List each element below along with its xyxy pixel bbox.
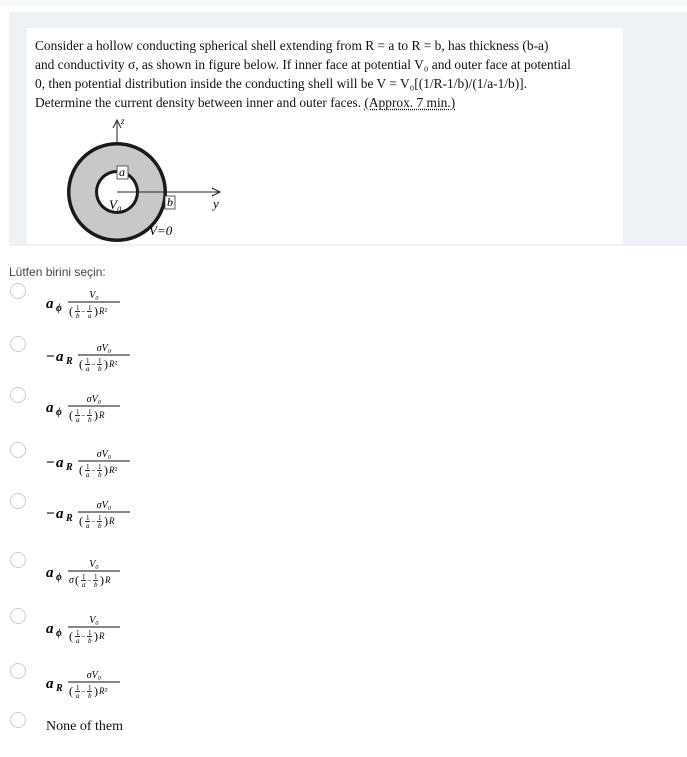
option-formula xyxy=(46,442,156,486)
formula-unit-vector: a xyxy=(46,565,54,581)
label-a: a xyxy=(119,165,125,179)
formula-numerator: σV₀ xyxy=(96,500,112,511)
formula-unit-vector: a xyxy=(46,676,54,692)
formula-numerator: V₀ xyxy=(89,615,99,626)
z-axis-label: z xyxy=(121,116,125,126)
formula-radius-power: R² xyxy=(109,465,118,475)
formula-small-letter: b xyxy=(98,471,102,479)
formula-small-one: 1 xyxy=(88,408,92,416)
formula-paren-open: ( xyxy=(69,629,73,643)
option-formula xyxy=(46,387,156,431)
formula-small-one: 1 xyxy=(76,304,80,312)
formula-paren-open: ( xyxy=(69,408,73,422)
answer-option[interactable] xyxy=(0,552,687,598)
formula-small-one: 1 xyxy=(88,629,92,637)
formula-paren-close: ) xyxy=(100,573,104,587)
formula-small-one: 1 xyxy=(86,357,90,365)
formula-minus: − xyxy=(87,576,92,585)
formula-minus: − xyxy=(81,632,86,641)
formula-unit-vector: a xyxy=(46,400,54,416)
formula-small-one: 1 xyxy=(86,463,90,471)
formula-small-one: 1 xyxy=(88,304,92,312)
formula-radius-power: R² xyxy=(99,686,108,696)
label-b: b xyxy=(167,195,173,209)
question-line-4-text: Determine the current density between inner and outer faces. xyxy=(35,95,365,110)
formula-radius-power: R xyxy=(105,575,111,585)
question-line-2: and conductivity σ, as shown in figure below. If inner face at potential V₀ and outer face at potential xyxy=(35,57,571,72)
formula-small-letter: b xyxy=(98,522,102,530)
formula-radius-power: R xyxy=(99,410,105,420)
formula-sign: − xyxy=(46,455,55,471)
formula-radius-power: R xyxy=(99,631,105,641)
formula-paren-close: ) xyxy=(94,408,98,422)
formula-paren-close: ) xyxy=(104,514,108,528)
formula-paren-close: ) xyxy=(104,357,108,371)
option-formula xyxy=(46,283,156,327)
formula-small-letter: a xyxy=(76,692,80,700)
formula-small-one: 1 xyxy=(76,684,80,692)
option-radio[interactable] xyxy=(10,552,26,568)
formula-paren-open: ( xyxy=(79,463,83,477)
option-formula xyxy=(46,608,156,652)
formula-small-one: 1 xyxy=(98,357,102,365)
formula-paren-close: ) xyxy=(94,304,98,318)
formula-paren-open: ( xyxy=(75,573,79,587)
formula-paren-close: ) xyxy=(94,684,98,698)
option-radio[interactable] xyxy=(10,387,26,403)
question-line-1: Consider a hollow conducting spherical shell extending from R = a to R = b, has thickness (b-a) xyxy=(35,38,549,53)
formula-small-one: 1 xyxy=(76,408,80,416)
formula-paren-open: ( xyxy=(69,684,73,698)
formula-unit-subscript: R xyxy=(66,462,73,473)
formula-radius-power: R² xyxy=(109,359,118,369)
option-formula xyxy=(46,552,156,596)
formula-small-one: 1 xyxy=(82,573,86,581)
formula-minus: − xyxy=(81,411,86,420)
formula-unit-vector: a xyxy=(56,455,64,471)
formula-denominator-sigma: σ xyxy=(69,575,74,586)
formula-radius-power: R² xyxy=(99,306,108,316)
answer-option[interactable] xyxy=(0,442,687,488)
formula-small-letter: a xyxy=(82,581,86,589)
formula-small-letter: a xyxy=(76,637,80,645)
formula-numerator: σV₀ xyxy=(86,670,102,681)
option-formula xyxy=(46,493,156,537)
top-bar xyxy=(0,0,687,6)
formula-unit-subscript: ϕ xyxy=(56,572,62,583)
option-radio[interactable] xyxy=(10,336,26,352)
option-radio[interactable] xyxy=(10,712,26,728)
formula-small-letter: b xyxy=(88,416,92,424)
formula-small-letter: b xyxy=(98,365,102,373)
formula-small-letter: a xyxy=(86,365,90,373)
formula-unit-subscript: R xyxy=(66,356,73,367)
formula-small-letter: b xyxy=(88,692,92,700)
formula-small-letter: a xyxy=(76,416,80,424)
formula-paren-open: ( xyxy=(79,514,83,528)
formula-paren-open: ( xyxy=(69,304,73,318)
formula-minus: − xyxy=(81,687,86,696)
formula-minus: − xyxy=(91,517,96,526)
formula-unit-subscript: R xyxy=(66,513,73,524)
formula-sign: − xyxy=(46,349,55,365)
formula-minus: − xyxy=(91,466,96,475)
formula-small-letter: b xyxy=(88,637,92,645)
formula-small-one: 1 xyxy=(76,629,80,637)
answer-option-none[interactable] xyxy=(0,712,687,734)
y-axis-label: y xyxy=(213,196,219,211)
option-radio[interactable] xyxy=(10,608,26,624)
formula-small-one: 1 xyxy=(88,684,92,692)
formula-unit-vector: a xyxy=(46,296,54,312)
answer-option[interactable] xyxy=(0,608,687,654)
answer-option[interactable] xyxy=(0,493,687,539)
formula-small-letter: a xyxy=(86,471,90,479)
question-card xyxy=(27,28,623,244)
none-option-label: None of them xyxy=(46,719,123,734)
formula-unit-subscript: ϕ xyxy=(56,407,62,418)
option-formula xyxy=(46,336,156,380)
formula-numerator: V₀ xyxy=(89,290,99,301)
formula-paren-close: ) xyxy=(94,629,98,643)
answer-option[interactable] xyxy=(0,663,687,709)
formula-small-letter: b xyxy=(94,581,98,589)
question-line-3: 0, then potential distribution inside the conducting shell will be V = V₀[(1/R-1/b)/(1/a-1/b)]. xyxy=(35,76,527,91)
formula-numerator: σV₀ xyxy=(96,343,112,354)
question-panel xyxy=(9,12,687,246)
formula-small-letter: a xyxy=(86,522,90,530)
option-radio[interactable] xyxy=(10,493,26,509)
formula-sign: − xyxy=(46,506,55,522)
formula-small-one: 1 xyxy=(98,463,102,471)
formula-small-letter: a xyxy=(88,312,92,320)
option-radio[interactable] xyxy=(10,663,26,679)
shell-figure xyxy=(47,112,227,252)
formula-numerator: σV₀ xyxy=(96,449,112,460)
formula-unit-vector: a xyxy=(56,349,64,365)
formula-small-one: 1 xyxy=(86,514,90,522)
formula-unit-subscript: R xyxy=(56,683,63,694)
answer-option[interactable] xyxy=(0,283,687,329)
time-estimate: (Approx. 7 min.) xyxy=(364,95,456,110)
answer-option[interactable] xyxy=(0,336,687,382)
formula-paren-open: ( xyxy=(79,357,83,371)
label-v-outer: V=0 xyxy=(149,223,173,238)
question-text xyxy=(35,36,621,112)
formula-numerator: V₀ xyxy=(89,559,99,570)
formula-unit-subscript: ϕ xyxy=(56,303,62,314)
formula-numerator: σV₀ xyxy=(86,394,102,405)
formula-minus: − xyxy=(81,307,86,316)
formula-small-one: 1 xyxy=(98,514,102,522)
option-radio[interactable] xyxy=(10,283,26,299)
formula-unit-vector: a xyxy=(46,621,54,637)
answer-option[interactable] xyxy=(0,387,687,433)
choice-prompt: Lütfen birini seçin: xyxy=(9,265,106,279)
formula-small-letter: b xyxy=(76,312,80,320)
option-radio[interactable] xyxy=(10,442,26,458)
question-line-4 xyxy=(35,93,621,112)
formula-unit-subscript: ϕ xyxy=(56,628,62,639)
formula-unit-vector: a xyxy=(56,506,64,522)
formula-small-one: 1 xyxy=(94,573,98,581)
formula-radius-power: R xyxy=(109,516,115,526)
option-formula xyxy=(46,663,156,707)
label-v0: V₀ xyxy=(109,197,122,212)
formula-minus: − xyxy=(91,360,96,369)
formula-paren-close: ) xyxy=(104,463,108,477)
